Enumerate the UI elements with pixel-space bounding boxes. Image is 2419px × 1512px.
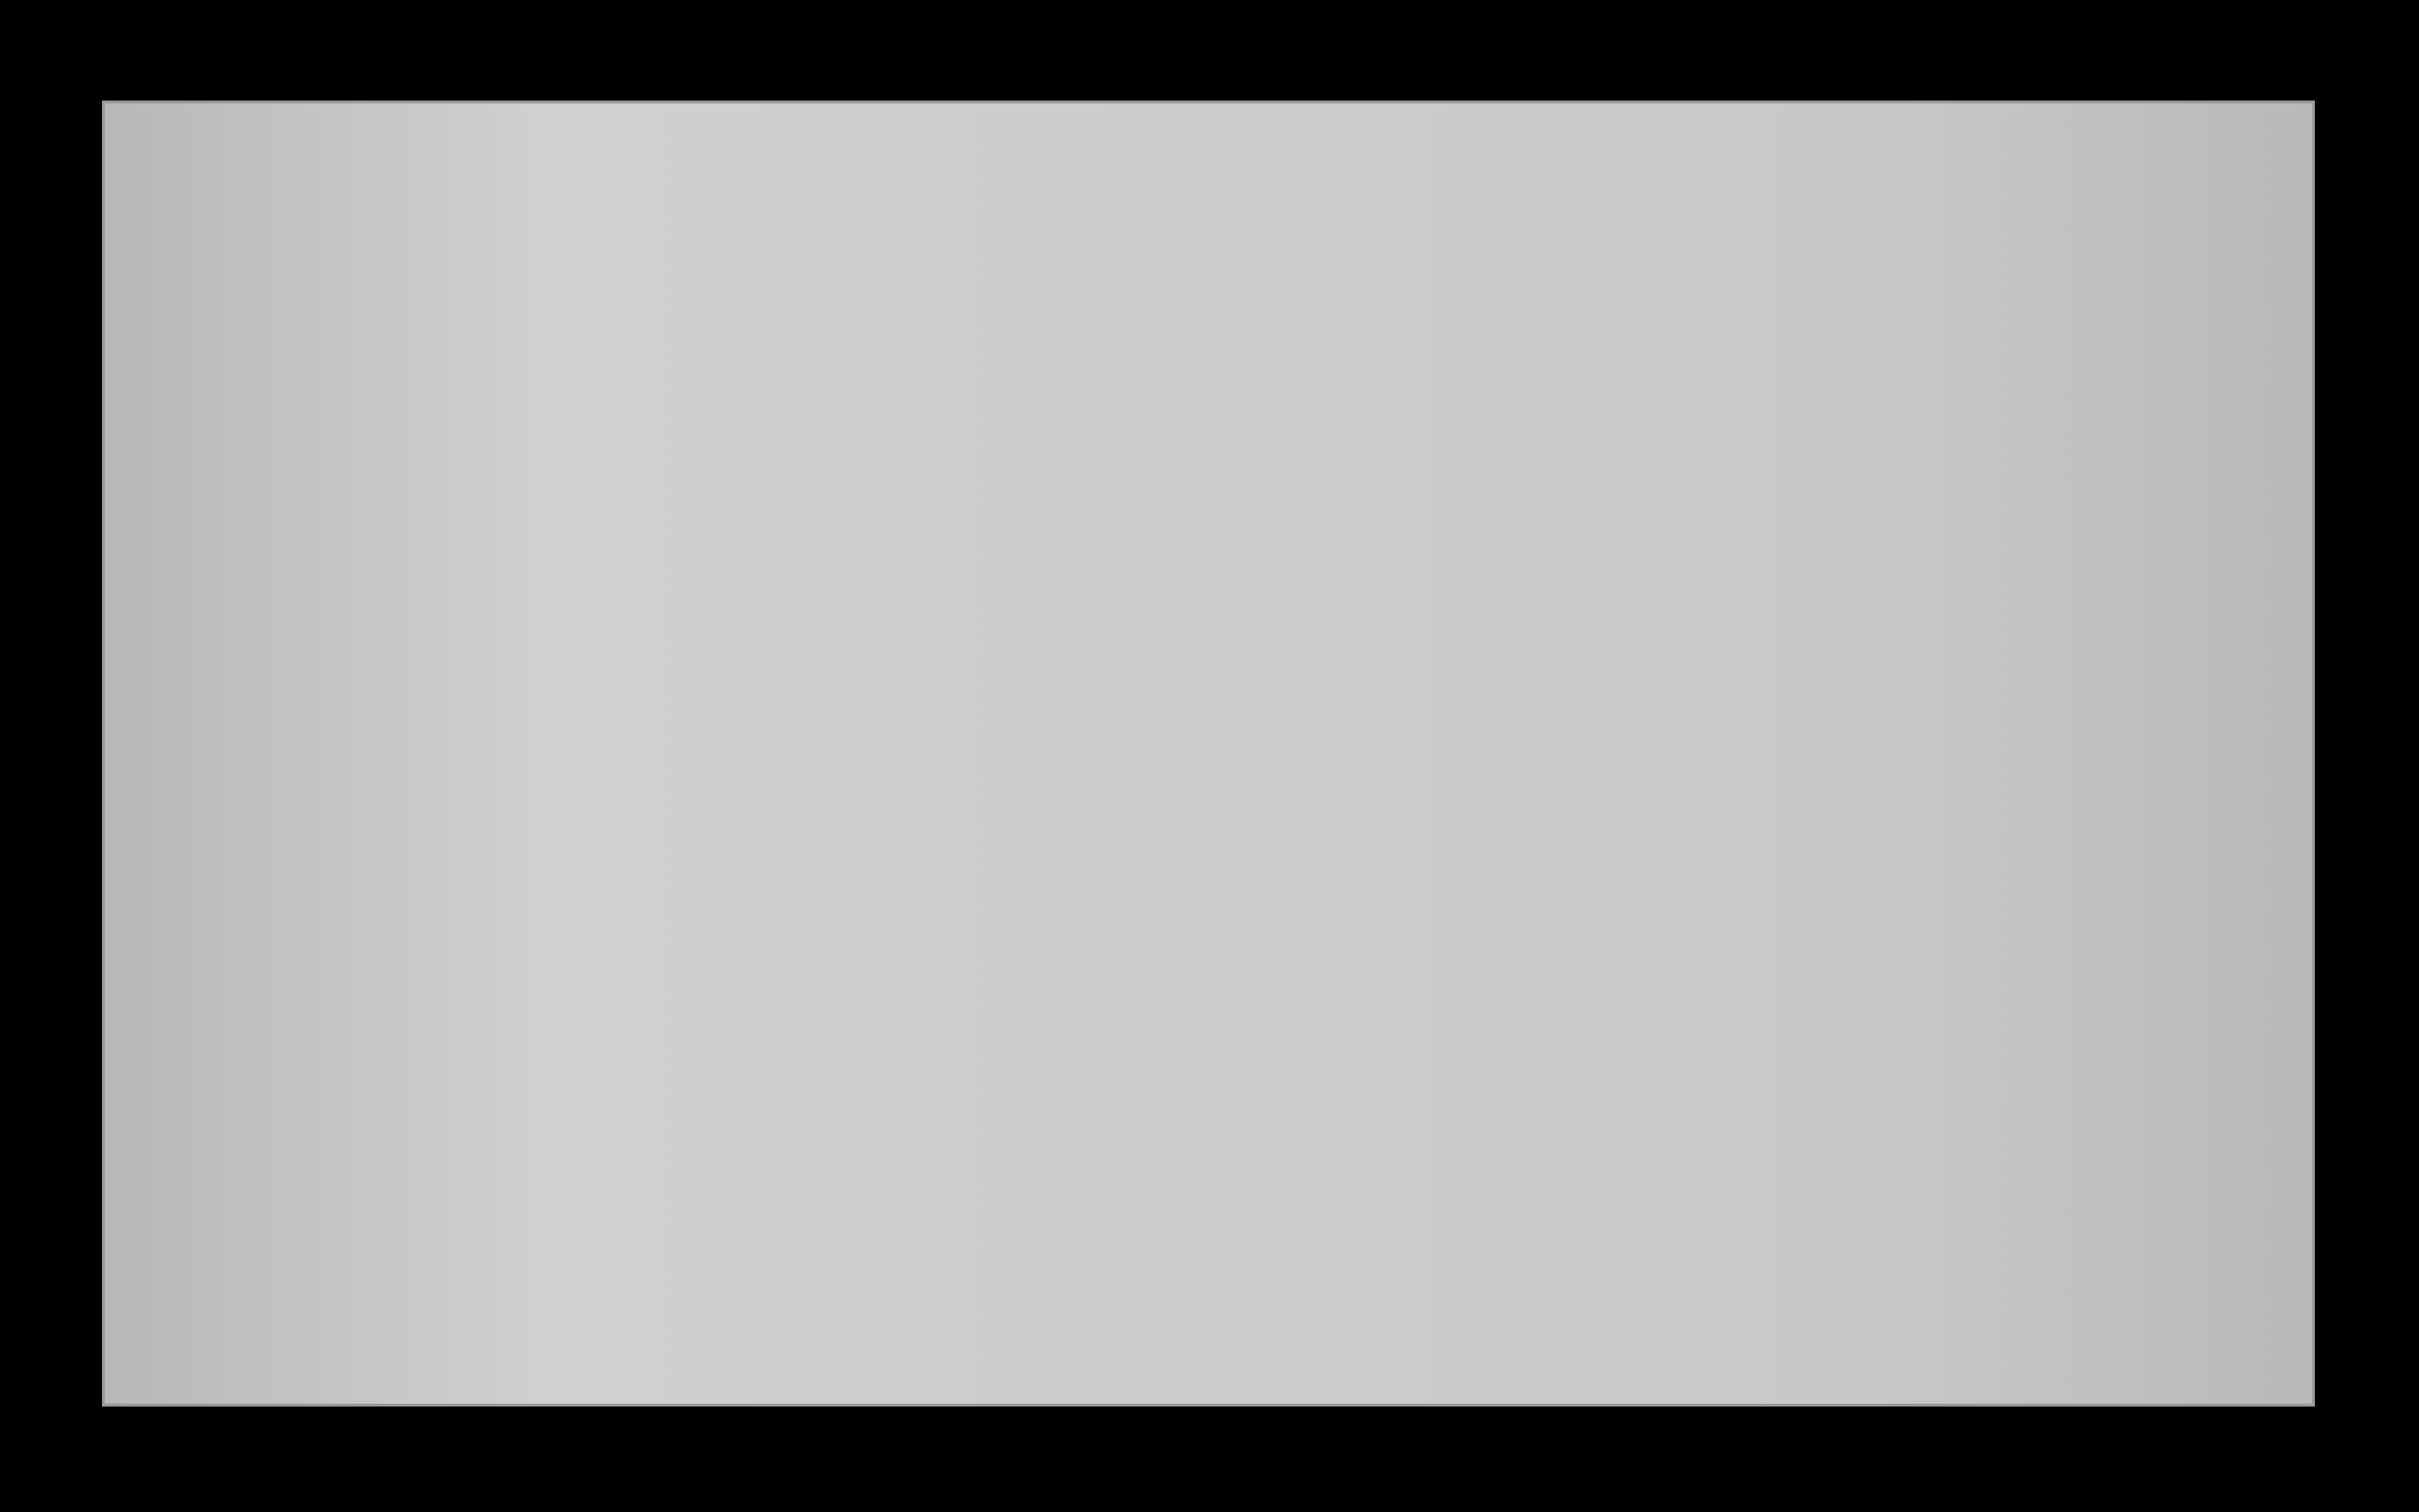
census-form (105, 103, 2312, 1404)
census-card (105, 103, 2312, 1404)
